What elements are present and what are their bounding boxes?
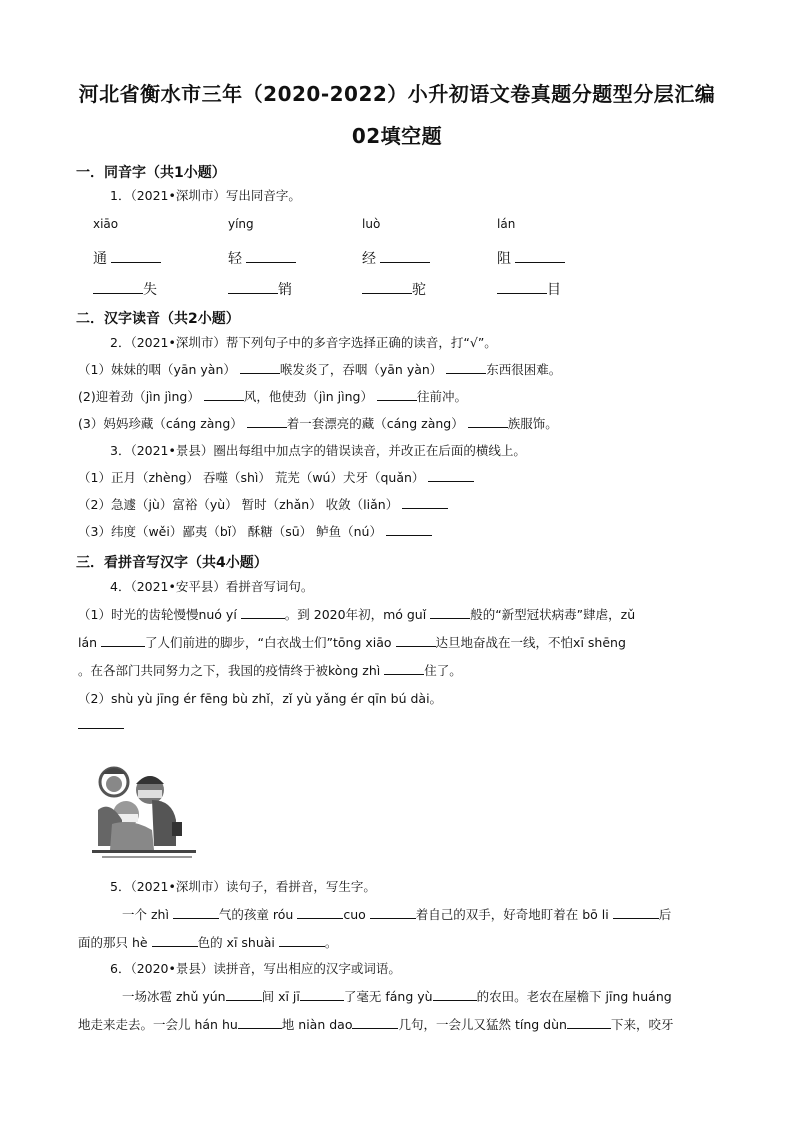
q1-row2-item-1: 失	[93, 279, 157, 299]
q1-pinyin-3: luò	[362, 217, 381, 231]
q6-stem: 6．（2020•景县）读拼音，写出相应的汉字或词语。	[110, 961, 401, 976]
q3-stem: 3．（2021•景县）圈出每组中加点字的错误读音，并改正在后面的横线上。	[110, 443, 526, 458]
q4-para-4: （2）shù yù jīng ér fēng bù zhǐ，zǐ yù yǎng ér qīn bú dài。	[78, 691, 443, 706]
answer-blank[interactable]	[111, 250, 161, 263]
answer-blank[interactable]	[362, 281, 412, 294]
q6-line-1: 一场冰雹 zhǔ yún 间 xī jī 了毫无 fáng yù 的农田。老农在屋檐下 jīng huáng	[122, 989, 672, 1004]
answer-blank[interactable]	[497, 281, 547, 294]
answer-blank[interactable]	[297, 906, 343, 919]
q5-line-1: 一个 zhì 气的孩童 róu cuo 着自己的双手，好奇地盯着在 bō li 后	[122, 907, 672, 922]
q1-row1-item-4: 阻	[497, 248, 565, 268]
q2-line-3: (3）妈妈珍藏（cáng zàng） 着一套漂亮的藏（cáng zàng） 族服饰。	[78, 416, 558, 431]
answer-blank[interactable]	[241, 606, 285, 619]
q1-pinyin-1: xiāo	[93, 217, 119, 231]
answer-blank[interactable]	[567, 1016, 611, 1029]
answer-blank[interactable]	[428, 469, 474, 482]
answer-blank[interactable]	[240, 361, 280, 374]
answer-blank[interactable]	[446, 361, 486, 374]
answer-blank[interactable]	[247, 415, 287, 428]
q1-pinyin-4: lán	[497, 217, 516, 231]
answer-blank[interactable]	[101, 634, 145, 647]
q5-stem: 5．（2021•深圳市）读句子，看拼音，写生字。	[110, 879, 376, 894]
answer-blank[interactable]	[279, 934, 325, 947]
answer-blank[interactable]	[613, 906, 659, 919]
page-title: 河北省衡水市三年（2020-2022）小升初语文卷真题分题型分层汇编	[78, 82, 716, 106]
answer-blank[interactable]	[377, 388, 417, 401]
answer-blank[interactable]	[93, 281, 143, 294]
answer-blank[interactable]	[173, 906, 219, 919]
answer-blank[interactable]	[402, 496, 448, 509]
answer-blank[interactable]	[78, 728, 124, 729]
answer-blank[interactable]	[430, 606, 470, 619]
answer-blank[interactable]	[515, 250, 565, 263]
answer-blank[interactable]	[468, 415, 508, 428]
answer-blank[interactable]	[246, 250, 296, 263]
answer-blank[interactable]	[370, 906, 416, 919]
doctors-illustration	[92, 760, 196, 864]
page-subtitle: 02填空题	[351, 124, 443, 148]
q1-pinyin-2: yíng	[228, 217, 254, 231]
answer-blank[interactable]	[152, 934, 198, 947]
answer-blank[interactable]	[380, 250, 430, 263]
section-heading-2: 二．汉字读音（共2小题）	[76, 311, 240, 327]
answer-blank[interactable]	[228, 281, 278, 294]
answer-blank[interactable]	[433, 988, 477, 1001]
section-heading-1: 一．同音字（共1小题）	[76, 165, 226, 181]
q1-row2-item-3: 驼	[362, 279, 426, 299]
q1-row1-item-2: 轻	[228, 248, 296, 268]
answer-blank[interactable]	[384, 662, 424, 675]
q1-row1-item-1: 通	[93, 248, 161, 268]
q4-stem: 4．（2021•安平县）看拼音写词句。	[110, 579, 314, 594]
q3-line-1: （1）正月（zhèng） 吞噬（shì） 荒芜（wú）犬牙（quǎn）	[78, 469, 474, 487]
q5-line-2: 面的那只 hè 色的 xī shuài 。	[78, 935, 338, 950]
answer-blank[interactable]	[396, 634, 436, 647]
q1-row1-item-3: 经	[362, 248, 430, 268]
answer-blank[interactable]	[226, 988, 262, 1001]
q6-line-2: 地走来走去。一会儿 hán hu 地 niàn dao 几句，一会儿又猛然 tíng dùn 下来，咬牙	[78, 1017, 674, 1032]
q4-para-1: （1）时光的齿轮慢慢nuó yí 。到 2020年初，mó guǐ 般的“新型冠状病毒”肆虐，zǔ	[78, 607, 636, 622]
answer-blank[interactable]	[352, 1016, 398, 1029]
q2-line-2: (2)迎着劲（jìn jìng） 风，他使劲（jìn jìng） 往前冲。	[78, 389, 467, 404]
q4-para-3: 。在各部门共同努力之下，我国的疫情终于被kòng zhì 住了。	[78, 663, 462, 678]
answer-blank[interactable]	[300, 988, 344, 1001]
answer-blank[interactable]	[204, 388, 244, 401]
q2-stem: 2．（2021•深圳市）帮下列句子中的多音字选择正确的读音，打“√”。	[110, 335, 497, 350]
answer-blank[interactable]	[238, 1016, 282, 1029]
q3-line-2: （2）急遽（jù）富裕（yù） 暂时（zhǎn） 收敛（liǎn）	[78, 496, 448, 514]
q3-line-3: （3）纬度（wěi）鄙夷（bǐ） 酥糖（sū） 鲈鱼（nú）	[78, 523, 432, 541]
q1-stem: 1．（2021•深圳市）写出同音字。	[110, 188, 301, 203]
q4-para-2: lán 了人们前进的脚步，“白衣战士们”tōng xiāo 达旦地奋战在一线，不怕xī shēng	[78, 635, 626, 650]
q1-row2-item-2: 销	[228, 279, 292, 299]
q2-line-1: （1）妹妹的咽（yān yàn） 喉发炎了，吞咽（yān yàn） 东西很困难。	[78, 362, 562, 377]
section-heading-3: 三．看拼音写汉字（共4小题）	[76, 555, 268, 571]
q1-row2-item-4: 目	[497, 279, 561, 299]
answer-blank[interactable]	[386, 523, 432, 536]
